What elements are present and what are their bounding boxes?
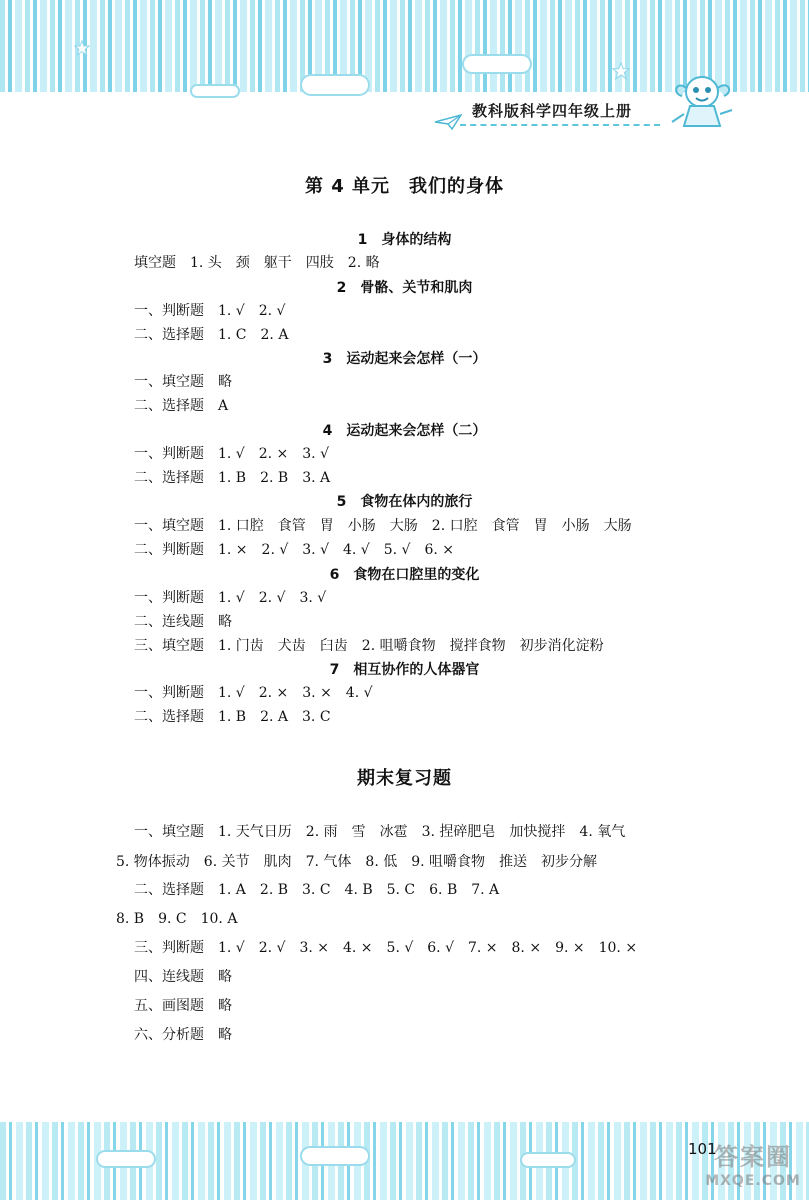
unit-title: 第 4 单元 我们的身体 <box>304 176 505 197</box>
review-title: 期末复习题 <box>357 768 452 789</box>
book-title: 教科版科学四年级上册 <box>472 102 633 120</box>
page-number: 101 <box>688 1140 717 1158</box>
answer-line: 五、画图题 略 <box>134 998 232 1014</box>
answer-line: 8. B 9. C 10. A <box>116 911 238 927</box>
answer-line: 二、连线题 略 <box>134 614 232 630</box>
section-title: 1 身体的结构 <box>357 232 452 248</box>
watermark-main: 答案圈 <box>714 1143 792 1171</box>
cloud-decoration <box>96 1150 156 1168</box>
answer-line: 二、选择题 1. A 2. B 3. C 4. B 5. C 6. B 7. A <box>134 882 500 898</box>
answer-line: 二、选择题 1. C 2. A <box>134 327 289 343</box>
cloud-decoration <box>300 74 370 96</box>
section-title: 3 运动起来会怎样（一） <box>322 351 487 367</box>
answer-line: 二、选择题 A <box>134 398 229 414</box>
mascot-icon <box>662 68 742 138</box>
answer-line: 四、连线题 略 <box>134 969 232 985</box>
answer-line: 填空题 1. 头 颈 躯干 四肢 2. 略 <box>134 255 380 271</box>
answer-line: 二、选择题 1. B 2. A 3. C <box>134 709 331 725</box>
answer-line: 5. 物体振动 6. 关节 肌肉 7. 气体 8. 低 9. 咀嚼食物 推送 初步分解 <box>116 854 598 870</box>
star-icon <box>74 40 90 56</box>
header-dashed-line <box>460 124 660 126</box>
watermark-sub: MXQE.COM <box>705 1173 801 1189</box>
cloud-decoration <box>190 84 240 98</box>
paper-plane-icon <box>434 114 462 130</box>
answer-line: 一、填空题 1. 天气日历 2. 雨 雪 冰雹 3. 捏碎肥皂 加快搅拌 4. 氧气 <box>134 824 626 840</box>
cloud-decoration <box>300 1146 370 1166</box>
answer-line: 一、判断题 1. √ 2. × 3. × 4. √ <box>134 685 373 701</box>
section-title: 2 骨骼、关节和肌肉 <box>336 280 473 296</box>
answer-line: 二、选择题 1. B 2. B 3. A <box>134 470 331 486</box>
cloud-decoration <box>520 1152 576 1168</box>
answer-line: 一、判断题 1. √ 2. √ <box>134 303 286 319</box>
watermark <box>700 1142 806 1198</box>
answer-line: 二、判断题 1. × 2. √ 3. √ 4. √ 5. √ 6. × <box>134 542 454 558</box>
answer-line: 三、填空题 1. 门齿 犬齿 臼齿 2. 咀嚼食物 搅拌食物 初步消化淀粉 <box>134 638 604 654</box>
section-title: 4 运动起来会怎样（二） <box>322 423 487 439</box>
section-title: 6 食物在口腔里的变化 <box>329 567 480 583</box>
answer-line: 六、分析题 略 <box>134 1027 232 1043</box>
section-title: 7 相互协作的人体器官 <box>329 662 480 678</box>
answer-line: 一、判断题 1. √ 2. √ 3. √ <box>134 590 327 606</box>
answer-line: 一、判断题 1. √ 2. × 3. √ <box>134 446 329 462</box>
answer-line: 一、填空题 略 <box>134 374 232 390</box>
cloud-decoration <box>462 54 532 74</box>
section-title: 5 食物在体内的旅行 <box>336 494 473 510</box>
answer-line: 一、填空题 1. 口腔 食管 胃 小肠 大肠 2. 口腔 食管 胃 小肠 大肠 <box>134 518 632 534</box>
star-icon <box>612 62 630 80</box>
answer-line: 三、判断题 1. √ 2. √ 3. × 4. × 5. √ 6. √ 7. × 8. × 9. × 10. × <box>134 940 638 956</box>
